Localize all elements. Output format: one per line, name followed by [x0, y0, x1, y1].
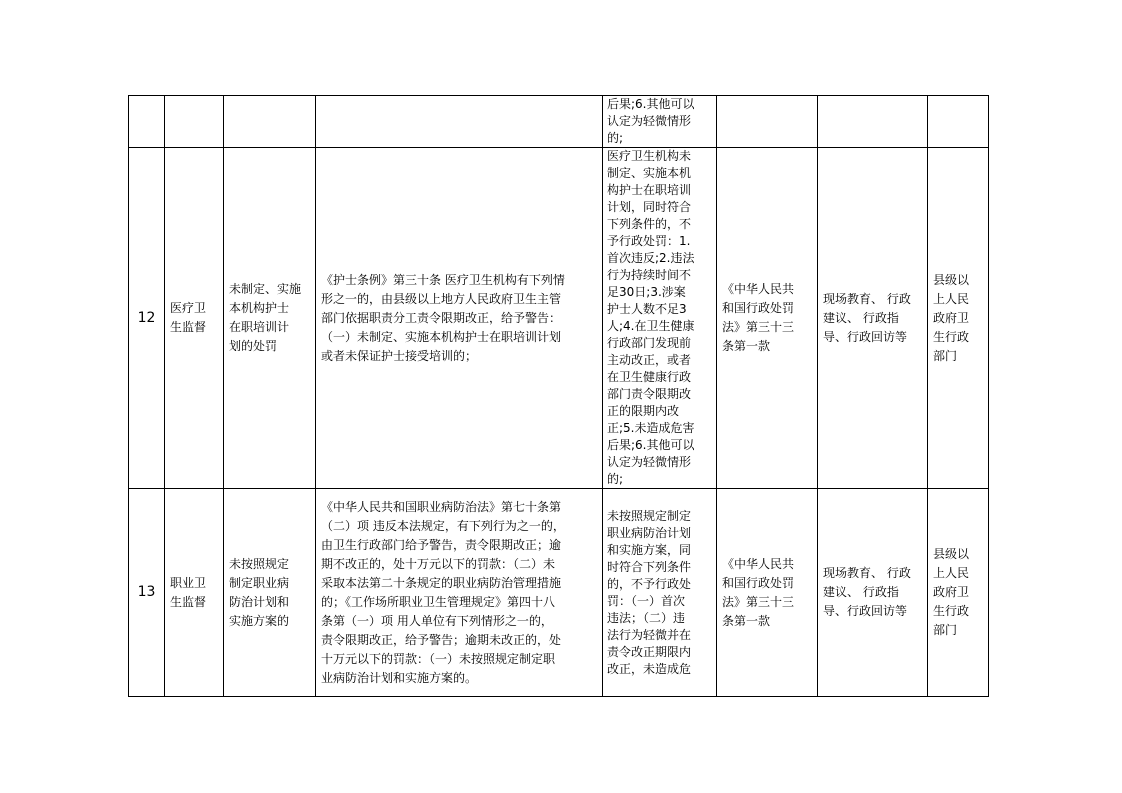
cell-text-line: 的，不予行政处	[607, 576, 692, 591]
cell-text-line: 足30日;3.涉案	[607, 285, 686, 299]
cell-text-line: 《中华人民共	[722, 282, 795, 296]
cell-text-line: 条第一款	[722, 613, 771, 628]
cell-text-line: 的;	[607, 472, 624, 486]
cell-text-line: 生监督	[170, 320, 207, 334]
authority-cell	[928, 489, 989, 697]
row-number: 13	[129, 489, 165, 697]
cell-text-line: 责令改正期限内	[607, 644, 692, 659]
cell-text-line: 医疗卫生机构未	[607, 149, 692, 163]
cell-text-line: 生监督	[170, 594, 207, 609]
condition-cell	[603, 489, 717, 697]
cell-text-line: 条第一款	[722, 339, 771, 353]
measure-cell	[818, 148, 928, 489]
cell-text-line: 上人民	[933, 566, 970, 580]
law-cell	[717, 148, 818, 489]
cell-text-line: 现场教育、 行政	[823, 566, 911, 580]
cell-text-line: 划的处罚	[229, 339, 278, 353]
cell-text-line: 后果;6.其他可以	[607, 438, 695, 452]
cell-text-line: 部门	[933, 348, 958, 363]
cell-text-line: 实施方案的	[229, 613, 290, 628]
cell-text-line: 构护士在职培训	[607, 183, 692, 197]
cell-text-line: 未按照规定制定	[607, 508, 692, 523]
cell-text-line: 认定为轻微情形	[607, 114, 692, 128]
cell-text-line: 法行为轻微并在	[607, 627, 692, 642]
cell-text-line: 正的限期内改	[607, 404, 680, 418]
condition-cell	[603, 96, 717, 148]
cell-text-line: 职业卫	[170, 575, 207, 590]
authority-cell	[928, 96, 989, 148]
cell-text-line: 和实施方案，同	[607, 542, 692, 557]
cell-text-line: 导、行政回访等	[823, 329, 908, 344]
enforcement-table	[128, 95, 989, 697]
cell-text-line: 防治计划和	[229, 594, 290, 609]
row-number: 12	[129, 148, 165, 489]
cell-text-line: 认定为轻微情形	[607, 455, 692, 469]
item-cell	[224, 489, 316, 697]
measure-cell	[818, 96, 928, 148]
cell-text-line: 下列条件的，不	[607, 217, 692, 231]
cell-text-line: 十万元以下的罚款：（一）未按照规定制定职	[321, 651, 556, 666]
cell-text-line: 生行政	[933, 604, 970, 618]
cell-text-line: 在卫生健康行政	[607, 370, 692, 384]
cell-text-line: 和国行政处罚	[722, 301, 795, 315]
cell-text-line: 由卫生行政部门给予警告，责令限期改正；逾	[321, 537, 562, 552]
cell-text-line: 法》第三十三	[722, 594, 795, 609]
condition-cell	[603, 148, 717, 489]
cell-text-line: 医疗卫	[170, 301, 207, 315]
cell-text-line: 和国行政处罚	[722, 575, 795, 590]
cell-text-line: 职业病防治计划	[607, 525, 692, 540]
cell-text-line: 后果;6.其他可以	[607, 97, 695, 111]
cell-text-line: 人;4.在卫生健康	[607, 319, 695, 333]
category-cell	[165, 489, 224, 697]
table-row-12	[129, 148, 989, 489]
cell-text-line: 计划，同时符合	[607, 200, 692, 214]
cell-text-line: 未制定、实施	[229, 282, 302, 296]
table-row-13	[129, 489, 989, 697]
cell-text-line: 县级以	[933, 272, 970, 287]
cell-text-line: 建议、 行政指	[823, 585, 899, 599]
measure-cell	[818, 489, 928, 697]
cell-text-line: 《中华人民共	[722, 556, 795, 571]
cell-text-line: 违法；（二）违	[607, 610, 686, 625]
cell-text-line: 政府卫	[933, 310, 970, 325]
cell-text-line: 《中华人民共和国职业病防治法》第七十条第	[321, 499, 562, 514]
law-cell	[717, 489, 818, 697]
cell-text-line: 《护士条例》第三十条 医疗卫生机构有下列情	[321, 272, 565, 287]
cell-text-line: 建议、 行政指	[823, 310, 899, 325]
cell-text-line: （二）项 违反本法规定，有下列行为之一的，	[321, 518, 565, 533]
cell-text-line: 主动改正，或者	[607, 353, 692, 367]
cell-text-line: 部门依据职责分工责令限期改正，给予警告：	[321, 310, 562, 325]
cell-text-line: 形之一的，由县级以上地方人民政府卫生主管	[321, 291, 562, 306]
basis-cell	[316, 489, 603, 697]
cell-text-line: 采取本法第二十条规定的职业病防治管理措施	[321, 575, 562, 590]
cell-text-line: 现场教育、 行政	[823, 291, 911, 306]
cell-text-line: 政府卫	[933, 585, 970, 599]
table-row-continuation	[129, 96, 989, 148]
cell-text-line: 生行政	[933, 329, 970, 344]
cell-text-line: 责令限期改正，给予警告；逾期未改正的，处	[321, 632, 562, 647]
cell-text-line: 制定职业病	[229, 575, 290, 590]
cell-text-line: 或者未保证护士接受培训的；	[321, 348, 478, 363]
cell-text-line: 导、行政回访等	[823, 604, 908, 618]
number-cell	[129, 96, 165, 148]
cell-text-line: 改正，未造成危	[607, 661, 692, 676]
cell-text-line: 法》第三十三	[722, 320, 795, 334]
basis-cell	[316, 96, 603, 148]
cell-text-line: 上人民	[933, 291, 970, 306]
cell-text-line: （一）未制定、实施本机构护士在职培训计划	[321, 329, 562, 344]
cell-text-line: 行政部门发现前	[607, 336, 692, 350]
cell-text-line: 条第（一）项 用人单位有下列情形之一的，	[321, 613, 553, 628]
basis-cell	[316, 148, 603, 489]
category-cell	[165, 96, 224, 148]
item-cell	[224, 148, 316, 489]
law-cell	[717, 96, 818, 148]
cell-text-line: 首次违反;2.违法	[607, 251, 695, 265]
cell-text-line: 予行政处罚：1.	[607, 234, 691, 248]
cell-text-line: 罚：（一）首次	[607, 593, 686, 608]
item-cell	[224, 96, 316, 148]
cell-text-line: 制定、实施本机	[607, 166, 692, 180]
cell-text-line: 部门责令限期改	[607, 387, 692, 401]
category-cell	[165, 148, 224, 489]
cell-text-line: 时符合下列条件	[607, 559, 692, 574]
authority-cell	[928, 148, 989, 489]
cell-text-line: 在职培训计	[229, 320, 290, 334]
cell-text-line: 业病防治计划和实施方案的。	[321, 670, 478, 685]
cell-text-line: 正;5.未造成危害	[607, 421, 695, 435]
cell-text-line: 的;	[607, 131, 624, 145]
cell-text-line: 本机构护士	[229, 301, 290, 315]
cell-text-line: 县级以	[933, 547, 970, 561]
cell-text-line: 期不改正的，处十万元以下的罚款：（二）未	[321, 556, 556, 571]
cell-text-line: 未按照规定	[229, 556, 290, 571]
cell-text-line: 的；《工作场所职业卫生管理规定》第四十八	[321, 594, 556, 609]
cell-text-line: 护士人数不足3	[607, 302, 687, 316]
cell-text-line: 行为持续时间不	[607, 268, 692, 282]
cell-text-line: 部门	[933, 623, 958, 637]
